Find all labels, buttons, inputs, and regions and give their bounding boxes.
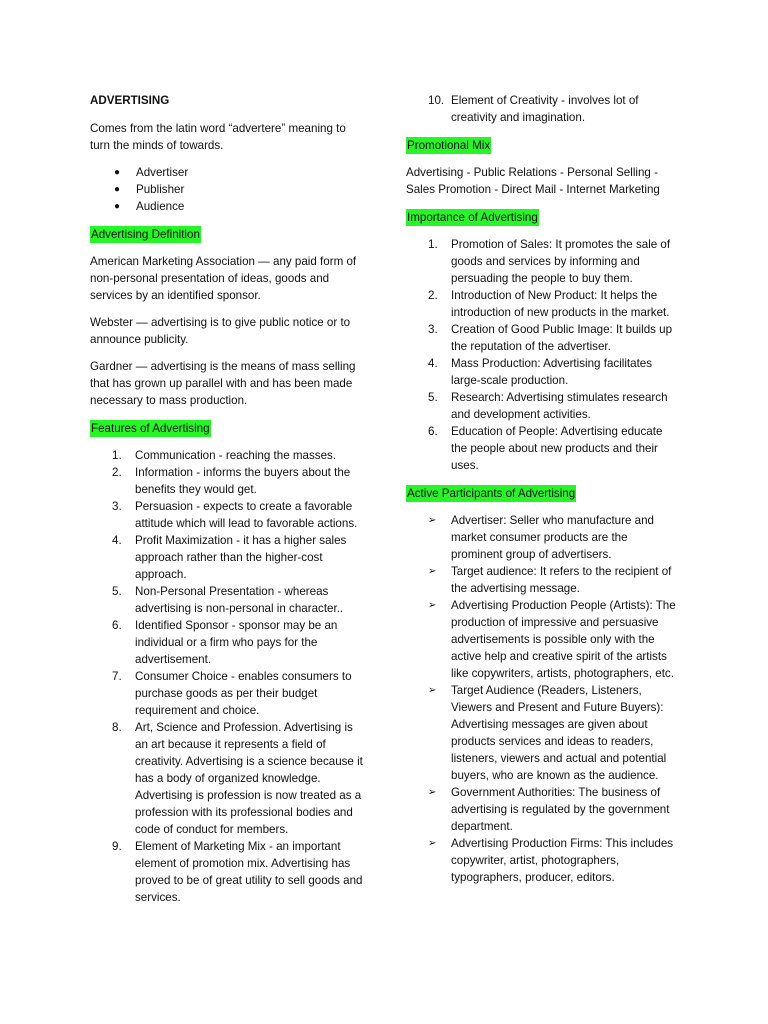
definition-paragraph: American Marketing Association — any paid form of non-personal presentation of ideas, goods and services by an identified sponsor. <box>90 255 357 302</box>
promotional-mix-text: Advertising - Public Relations - Personal Selling - Sales Promotion - Direct Mail - Internet Marketing <box>406 166 660 196</box>
section-heading-participants: Active Participants of Advertising <box>407 487 576 500</box>
importance-list <box>406 236 678 474</box>
definition-paragraph: Gardner — advertising is the means of mass selling that has grown up parallel with and has been made necessary to mass production. <box>90 360 356 407</box>
section-heading-features: Features of Advertising <box>91 422 210 435</box>
arrow-bullet-icon: ➢ <box>428 600 437 611</box>
list-item: ● Audience <box>114 200 185 213</box>
list-item: 1. Promotion of Sales: It promotes the sale of goods and services by informing and persuading the people to buy them. <box>428 238 671 285</box>
list-item: 6. Education of People: Advertising educate the people about new products and their uses. <box>428 425 663 472</box>
roles-list <box>90 164 365 215</box>
list-item: 4. Profit Maximization - it has a higher sales approach rather than the higher-cost approach. <box>112 534 347 581</box>
participants-list <box>406 512 678 886</box>
list-item: 9. Element of Marketing Mix - an important element of promotion mix. Advertising has proved to be of great utility to sell goods and services. <box>112 840 363 904</box>
list-item: 2. Introduction of New Product: It helps the introduction of new products in the market. <box>428 289 670 319</box>
features-list <box>90 447 365 906</box>
list-item: 8. Art, Science and Profession. Advertising is an art because it represents a field of creativity. Advertising is a science because it has a body of organized knowledge. Advertising is profession is now treated as a profession with its professional bodies and code of conduct for members. <box>112 721 363 836</box>
list-item: ➢ Government Authorities: The business of advertising is regulated by the government department. <box>428 786 670 833</box>
list-item: ● Advertiser <box>114 166 189 179</box>
list-item: 10. Element of Creativity - involves lot of creativity and imagination. <box>428 94 639 124</box>
list-item: 3. Creation of Good Public Image: It builds up the reputation of the advertiser. <box>428 323 673 353</box>
arrow-bullet-icon: ➢ <box>428 515 437 526</box>
document-title: ADVERTISING <box>90 94 170 107</box>
section-heading-promotional-mix: Promotional Mix <box>407 139 491 152</box>
right-column <box>406 92 678 886</box>
list-item: ➢ Target audience: It refers to the recipient of the advertising message. <box>428 565 672 595</box>
list-item: ➢ Advertising Production People (Artists): The production of impressive and persuasive advertisements is possible only with the active help and creative spirit of the artists like copywriters, artists, photographers, etc. <box>428 599 676 680</box>
left-column <box>90 92 365 916</box>
definition-paragraph: Webster — advertising is to give public notice or to announce publicity. <box>90 316 351 346</box>
arrow-bullet-icon: ➢ <box>428 685 437 696</box>
list-item: ➢ Advertising Production Firms: This includes copywriter, artist, photographers, typographers, producer, editors. <box>428 837 674 884</box>
list-item: 3. Persuasion - expects to create a favorable attitude which will lead to favorable actions. <box>112 500 358 530</box>
list-item: 5. Research: Advertising stimulates research and development activities. <box>428 391 668 421</box>
list-item: 6. Identified Sponsor - sponsor may be an individual or a firm who pays for the advertisement. <box>112 619 338 666</box>
intro-paragraph: Comes from the latin word “advertere” meaning to turn the minds of towards. <box>90 122 346 152</box>
section-heading-definition: Advertising Definition <box>91 228 200 241</box>
list-item: 4. Mass Production: Advertising facilitates large-scale production. <box>428 357 653 387</box>
arrow-bullet-icon: ➢ <box>428 566 437 577</box>
section-heading-importance: Importance of Advertising <box>407 211 538 224</box>
bullet-icon: ● <box>114 167 121 178</box>
list-item: 5. Non-Personal Presentation - whereas advertising is non-personal in character.. <box>112 585 344 615</box>
list-item: 1. Communication - reaching the masses. <box>112 449 337 462</box>
list-item: ➢ Advertiser: Seller who manufacture and market consumer products are the prominent group of advertisers. <box>428 514 654 561</box>
bullet-icon: ● <box>114 184 121 195</box>
list-item: ● Publisher <box>114 183 185 196</box>
list-item: ➢ Target Audience (Readers, Listeners, Viewers and Present and Future Buyers): Advertising messages are given about products services and ideas to readers, listeners, viewers and actual and potential buyers, who are known as the audience. <box>428 684 667 782</box>
bullet-icon: ● <box>114 201 121 212</box>
list-item: 2. Information - informs the buyers about the benefits they would get. <box>112 466 351 496</box>
features-list-continued <box>406 92 678 126</box>
arrow-bullet-icon: ➢ <box>428 838 437 849</box>
arrow-bullet-icon: ➢ <box>428 787 437 798</box>
list-item: 7. Consumer Choice - enables consumers to purchase goods as per their budget requirement and choice. <box>112 670 352 717</box>
